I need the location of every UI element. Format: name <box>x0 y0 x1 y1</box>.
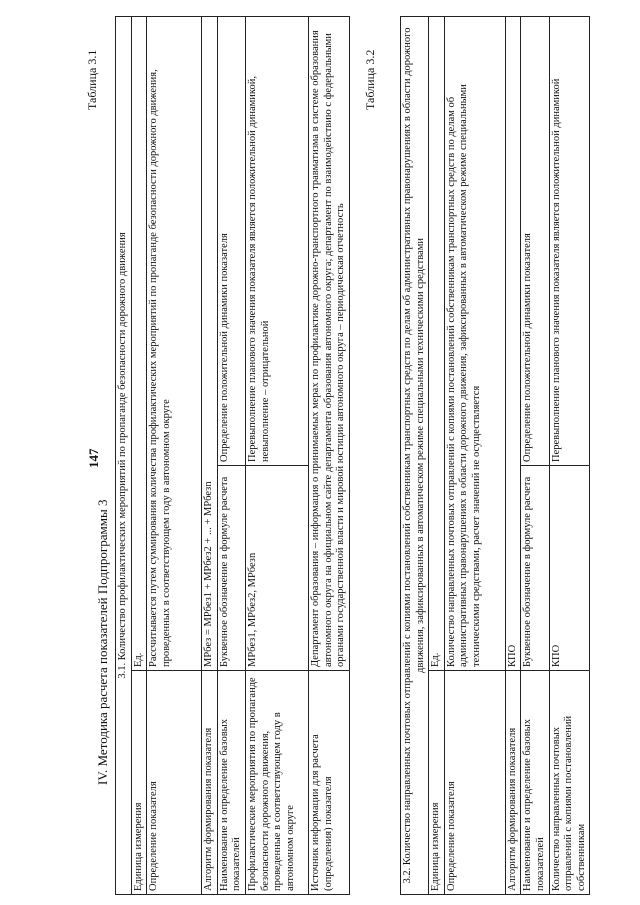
row-value: Количество направленных почтовых отправлений с копиями постановлений собственникам транспортных средств по делам об административных правонарушениях в области дорожного движения, зафиксированных в автоматическом режиме специальными техническими средствами, расчет значений не осуществляется <box>444 16 505 670</box>
row-label: Единица измерения <box>429 671 445 895</box>
page-number: 147 <box>86 448 101 468</box>
table-3-2 <box>400 16 590 895</box>
table-row <box>505 16 521 894</box>
base-indicator-symbol: КПО <box>549 466 590 671</box>
table-row <box>521 16 549 894</box>
row-label: Единица измерения <box>131 671 147 895</box>
table-caption: 3.1. Количество профилактических мероприятий по пропаганде безопасности дорожного движения <box>116 17 132 895</box>
row-label: Алгоритм формирования показателя <box>202 671 218 895</box>
table-row <box>116 17 132 895</box>
column-header: Определение положительной динамики показателя <box>521 16 549 465</box>
row-label: Определение показателя <box>444 671 505 895</box>
table-row <box>308 17 349 895</box>
row-label: Наименование и определение базовых показателей <box>521 671 549 895</box>
row-label: Определение показателя <box>147 671 202 895</box>
section-title: IV. Методика расчета показателей Подпрограммы 3 <box>95 499 110 785</box>
row-value: МРбез = МРбез1 + МРбез2 + ... + МРбезn <box>202 17 218 671</box>
column-header: Определение положительной динамики показателя <box>217 17 245 466</box>
table-row <box>401 16 429 894</box>
row-label: Наименование и определение базовых показателей <box>217 671 245 895</box>
column-header: Буквенное обозначение в формуле расчета <box>521 466 549 671</box>
column-header: Буквенное обозначение в формуле расчета <box>217 466 245 671</box>
table-row <box>131 17 147 895</box>
table-3-1-label: Таблица 3.1 <box>85 49 99 110</box>
table-row <box>444 16 505 894</box>
table-row <box>429 16 445 894</box>
table-caption: 3.2. Количество направленных почтовых отправлений с копиями постановлений собственникам транспортных средств по делам об административных правонарушениях в области дорожного движения, зафиксированных в автоматическом режиме специальными техническими средствами <box>401 16 429 894</box>
table-3-1 <box>115 16 350 895</box>
base-indicator-name: Количество направленных почтовых отправлений с копиями постановлений собственникам <box>549 671 590 895</box>
table-row <box>147 17 202 895</box>
row-label: Алгоритм формирования показателя <box>505 671 521 895</box>
row-value: Ед. <box>131 17 147 671</box>
table-row <box>245 17 308 895</box>
row-value: Рассчитывается путем суммирования количества профилактических мероприятий по пропаганде безопасности дорожного движения, проведенных в соответствующем году в автономном округе <box>147 17 202 671</box>
table-row <box>217 17 245 895</box>
base-indicator-dynamics: Перевыполнение планового значения показателя является положительной динамикой <box>549 16 590 465</box>
table-row <box>549 16 590 894</box>
table-row <box>202 17 218 895</box>
base-indicator-symbol: МРбез1, МРбез2, МРбезn <box>245 466 308 671</box>
row-value: Ед. <box>429 16 445 670</box>
base-indicator-dynamics: Перевыполнение планового значения показателя является положительной динамикой, невыполнение – отрицательной <box>245 17 308 466</box>
row-value: КПО <box>505 16 521 670</box>
row-label: Источник информации для расчета (определения) показателя <box>308 671 349 895</box>
table-3-2-label: Таблица 3.2 <box>363 49 377 110</box>
base-indicator-name: Профилактические мероприятия по пропаганде безопасности дорожного движения, проведенные в соответствующем году в автономном округе <box>245 671 308 895</box>
row-value: Департамент образования – информация о принимаемых мерах по профилактике дорожно-транспортного травматизма в системе образования автономного округа на официальном сайте департамента образования автономного округа; департамент по взаимодействию с федеральными органами государственной власти и мировой юстиции автономного округа – периодическая отчетность <box>308 17 349 671</box>
